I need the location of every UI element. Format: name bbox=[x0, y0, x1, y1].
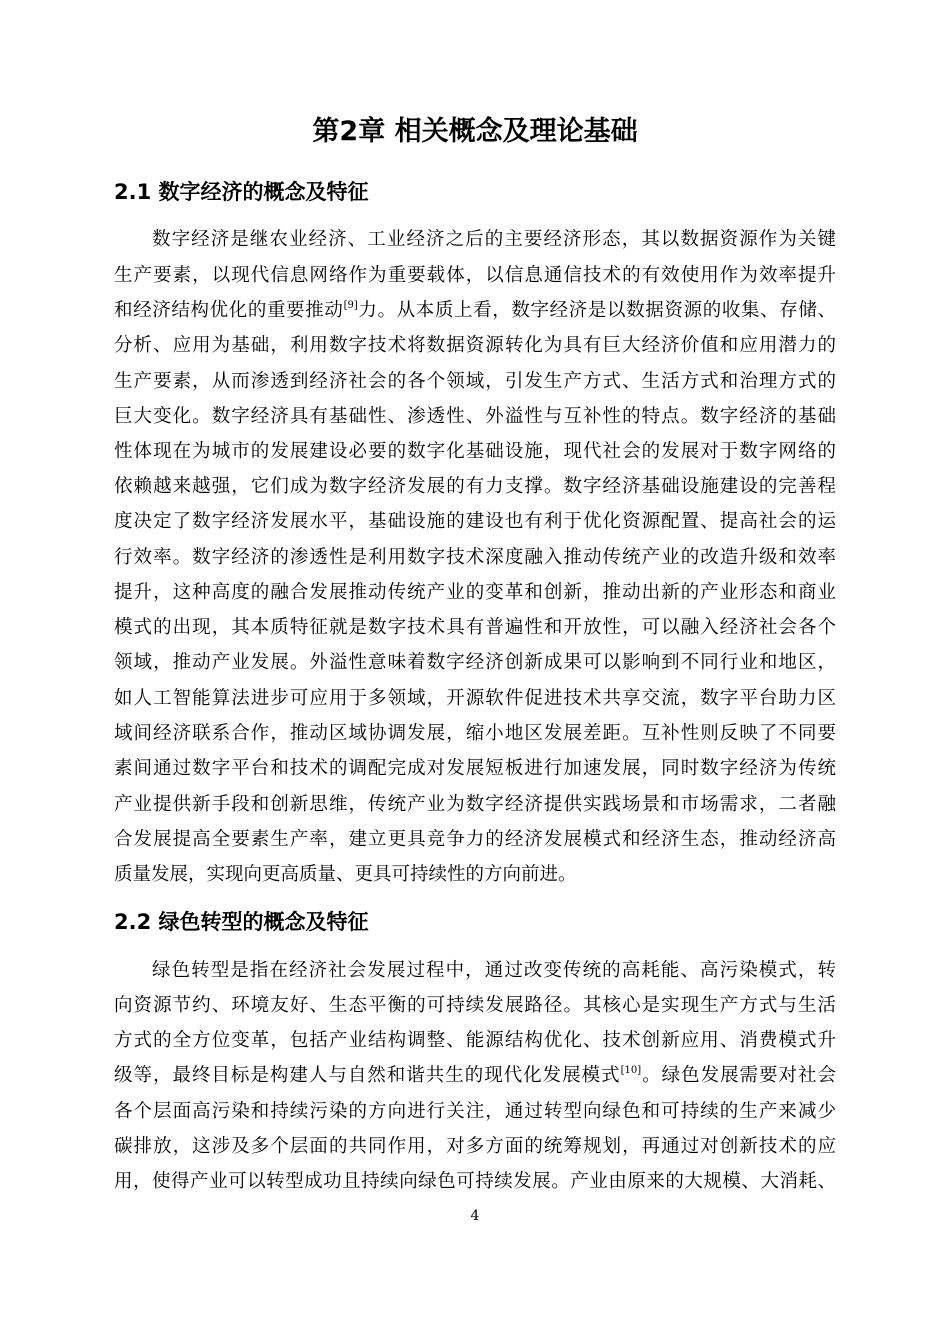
paragraph-line: 域间经济联系合作，推动区域协调发展，缩小地区发展差距。互补性则反映了不同要 bbox=[114, 723, 836, 744]
paragraph-line: 碳排放，这涉及多个层面的共同作用，对多方面的统筹规划，再通过对创新技术的应 bbox=[114, 1136, 836, 1157]
paragraph-line: 绿色转型是指在经济社会发展过程中，通过改变传统的高耗能、高污染模式，转 bbox=[152, 960, 836, 981]
citation-ref: [10] bbox=[620, 1065, 642, 1076]
text-segment: 和经济结构优化的重要推动 bbox=[114, 300, 344, 321]
paragraph-line: 模式的出现，其本质特征就是数字技术具有普遍性和开放性，可以融入经济社会各个 bbox=[114, 617, 836, 638]
section-heading-2-2: 2.2 绿色转型的概念及特征 bbox=[114, 910, 369, 934]
paragraph-line: 度决定了数字经济发展水平，基础设施的建设也有利于优化资源配置、提高社会的运 bbox=[114, 511, 836, 532]
paragraph-line: 行效率。数字经济的渗透性是利用数字技术深度融入推动传统产业的改造升级和效率 bbox=[114, 547, 836, 568]
paragraph-line: 产业提供新手段和创新思维，传统产业为数字经济提供实践场景和市场需求，二者融 bbox=[114, 794, 836, 815]
paragraph-line: 方式的全方位变革，包括产业结构调整、能源结构优化、技术创新应用、消费模式升 bbox=[114, 1030, 836, 1051]
paragraph-line-with-citation bbox=[114, 1061, 836, 1091]
text-segment: 力。从本质上看，数字经济是以数据资源的收集、存储、 bbox=[357, 300, 836, 321]
paragraph-line: 提升，这种高度的融合发展推动传统产业的变革和创新，推动出新的产业形态和商业 bbox=[114, 582, 836, 603]
page-number: 4 bbox=[470, 1208, 480, 1224]
text-segment: 级等，最终目标是构建人与自然和谐共生的现代化发展模式 bbox=[114, 1065, 621, 1086]
paragraph-line: 各个层面高污染和持续污染的方向进行关注，通过转型向绿色和可持续的生产来减少 bbox=[114, 1101, 836, 1122]
paragraph-line: 质量发展，实现向更高质量、更具可持续性的方向前进。 bbox=[114, 864, 577, 885]
paragraph-line: 用，使得产业可以转型成功且持续向绿色可持续发展。产业由原来的大规模、大消耗、 bbox=[114, 1171, 836, 1192]
paragraph-line: 如人工智能算法进步可应用于多领域，开源软件促进技术共享交流，数字平台助力区 bbox=[114, 688, 836, 709]
chapter-title: 第2章 相关概念及理论基础 bbox=[312, 116, 638, 147]
section-heading-2-1: 2.1 数字经济的概念及特征 bbox=[114, 180, 369, 204]
paragraph-line: 向资源节约、环境友好、生态平衡的可持续发展路径。其核心是实现生产方式与生活 bbox=[114, 995, 836, 1016]
paragraph-line: 生产要素，从而渗透到经济社会的各个领域，引发生产方式、生活方式和治理方式的 bbox=[114, 371, 836, 392]
paragraph-line: 合发展提高全要素生产率，建立更具竞争力的经济发展模式和经济生态，推动经济高 bbox=[114, 829, 836, 850]
citation-ref: [9] bbox=[343, 300, 358, 311]
paragraph-line-with-citation bbox=[114, 296, 836, 326]
paragraph-line: 依赖越来越强，它们成为数字经济发展的有力支撑。数字经济基础设施建设的完善程 bbox=[114, 476, 836, 497]
paragraph-line: 素间通过数字平台和技术的调配完成对发展短板进行加速发展，同时数字经济为传统 bbox=[114, 758, 836, 779]
paragraph-line: 领域，推动产业发展。外溢性意味着数字经济创新成果可以影响到不同行业和地区， bbox=[114, 652, 836, 673]
paragraph-line: 性体现在为城市的发展建设必要的数字化基础设施，现代社会的发展对于数字网络的 bbox=[114, 441, 836, 462]
paragraph-line: 巨大变化。数字经济具有基础性、渗透性、外溢性与互补性的特点。数字经济的基础 bbox=[114, 406, 836, 427]
paragraph-line: 数字经济是继农业经济、工业经济之后的主要经济形态，其以数据资源作为关键 bbox=[152, 229, 836, 250]
paragraph-line: 生产要素，以现代信息网络作为重要载体，以信息通信技术的有效使用作为效率提升 bbox=[114, 265, 836, 286]
paragraph-line: 分析、应用为基础，利用数字技术将数据资源转化为具有巨大经济价值和应用潜力的 bbox=[114, 335, 836, 356]
text-segment: 。绿色发展需要对社会 bbox=[641, 1065, 836, 1086]
